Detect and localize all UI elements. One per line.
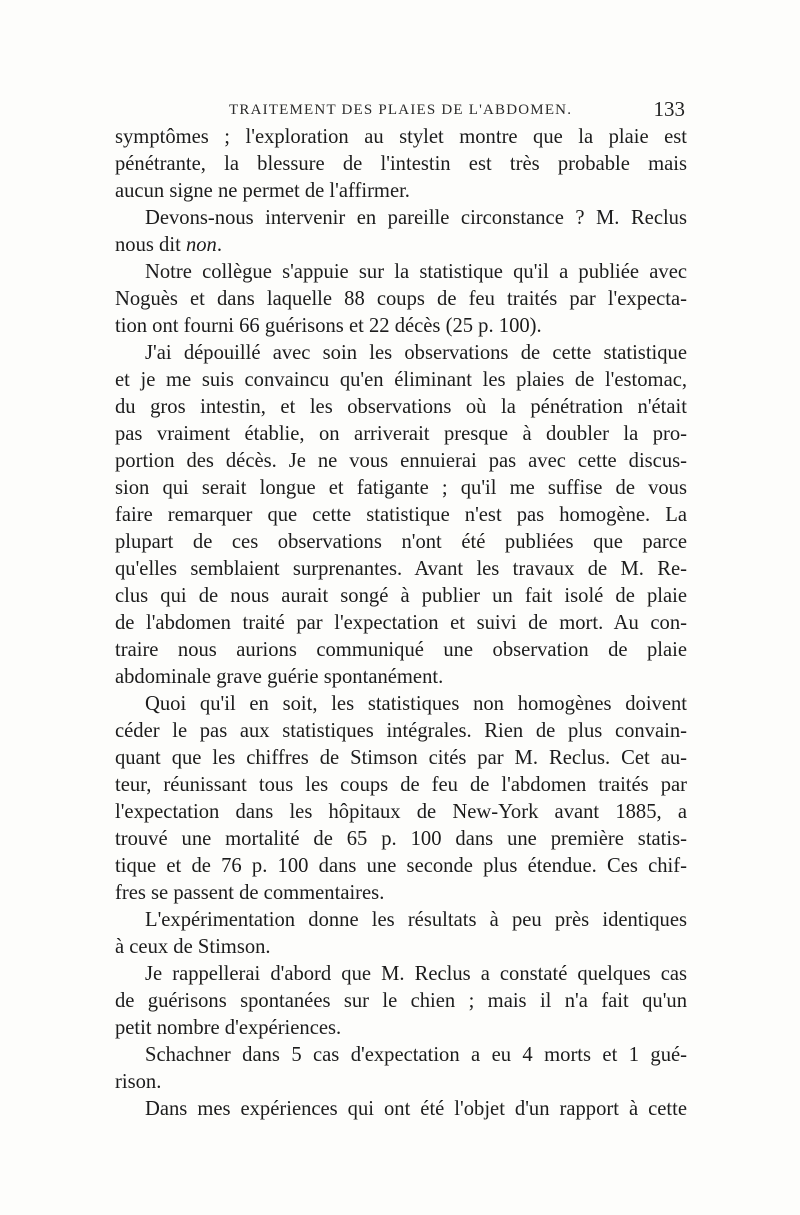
text-line: rison. [115,1071,162,1093]
text-line: traire nous aurions communiqué une observation de plaie [115,639,687,661]
text-line: céder le pas aux statistiques intégrales. Rien de plus convain- [115,720,687,742]
text-line: tion ont fourni 66 guérisons et 22 décès (25 p. 100). [115,315,542,337]
text-line: pénétrante, la blessure de l'intestin est très probable mais [115,153,687,175]
text-line: Dans mes expériences qui ont été l'objet d'un rapport à cette [145,1098,687,1120]
text-line: abdominale grave guérie spontanément. [115,666,444,688]
text-line: clus qui de nous aurait songé à publier un fait isolé de plaie [115,585,687,607]
text-line: et je me suis convaincu qu'en éliminant les plaies de l'estomac, [115,369,687,391]
text-line: plupart de ces observations n'ont été publiées que parce [115,531,687,553]
text-line [115,232,687,259]
italic-word: non [185,234,217,256]
text-line: à ceux de Stimson. [115,936,271,958]
text-fragment: . [216,234,222,256]
text-line: aucun signe ne permet de l'affirmer. [115,180,410,202]
text-line: L'expérimentation donne les résultats à peu près identiques [145,909,687,931]
text-line: l'expectation dans les hôpitaux de New-York avant 1885, a [115,801,687,823]
text-line: symptômes ; l'exploration au stylet montre que la plaie est [115,126,687,148]
text-line: Je rappellerai d'abord que M. Reclus a constaté quelques cas [145,963,687,985]
text-line: de l'abdomen traité par l'expectation et suivi de mort. Au con- [115,612,687,634]
text-line: petit nombre d'expériences. [115,1017,342,1039]
text-line: sion qui serait longue et fatigante ; qu'il me suffise de vous [115,477,687,499]
text-line: quant que les chiffres de Stimson cités par M. Reclus. Cet au- [115,747,687,769]
text-line: Devons-nous intervenir en pareille circonstance ? M. Reclus [145,207,687,229]
text-line: J'ai dépouillé avec soin les observations de cette statistique [145,342,687,364]
text-line: Noguès et dans laquelle 88 coups de feu traités par l'expecta- [115,288,687,310]
text-line: trouvé une mortalité de 65 p. 100 dans une première statis- [115,828,687,850]
text-line: teur, réunissant tous les coups de feu de l'abdomen traités par [115,774,687,796]
running-head: TRAITEMENT DES PLAIES DE L'ABDOMEN. [229,102,573,118]
text-line: Quoi qu'il en soit, les statistiques non homogènes doivent [145,693,687,715]
text-line: de guérisons spontanées sur le chien ; mais il n'a fait qu'un [115,990,687,1012]
text-line: Notre collègue s'appuie sur la statistique qu'il a publiée avec [145,261,687,283]
text-line: pas vraiment établie, on arriverait presque à doubler la pro- [115,423,687,445]
page-number: 133 [653,97,685,121]
text-line: faire remarquer que cette statistique n'est pas homogène. La [115,504,687,526]
text-line: qu'elles semblaient surprenantes. Avant les travaux de M. Re- [115,558,687,580]
page-header [115,94,687,124]
text-line: portion des décès. Je ne vous ennuierai pas avec cette discus- [115,450,687,472]
text-fragment: nous dit [115,234,186,256]
text-line: fres se passent de commentaires. [115,882,385,904]
text-line: Schachner dans 5 cas d'expectation a eu 4 morts et 1 gué- [145,1044,687,1066]
text-line: du gros intestin, et les observations où la pénétration n'était [115,396,687,418]
body-text [115,124,687,1123]
text-line: tique et de 76 p. 100 dans une seconde plus étendue. Ces chif- [115,855,687,877]
